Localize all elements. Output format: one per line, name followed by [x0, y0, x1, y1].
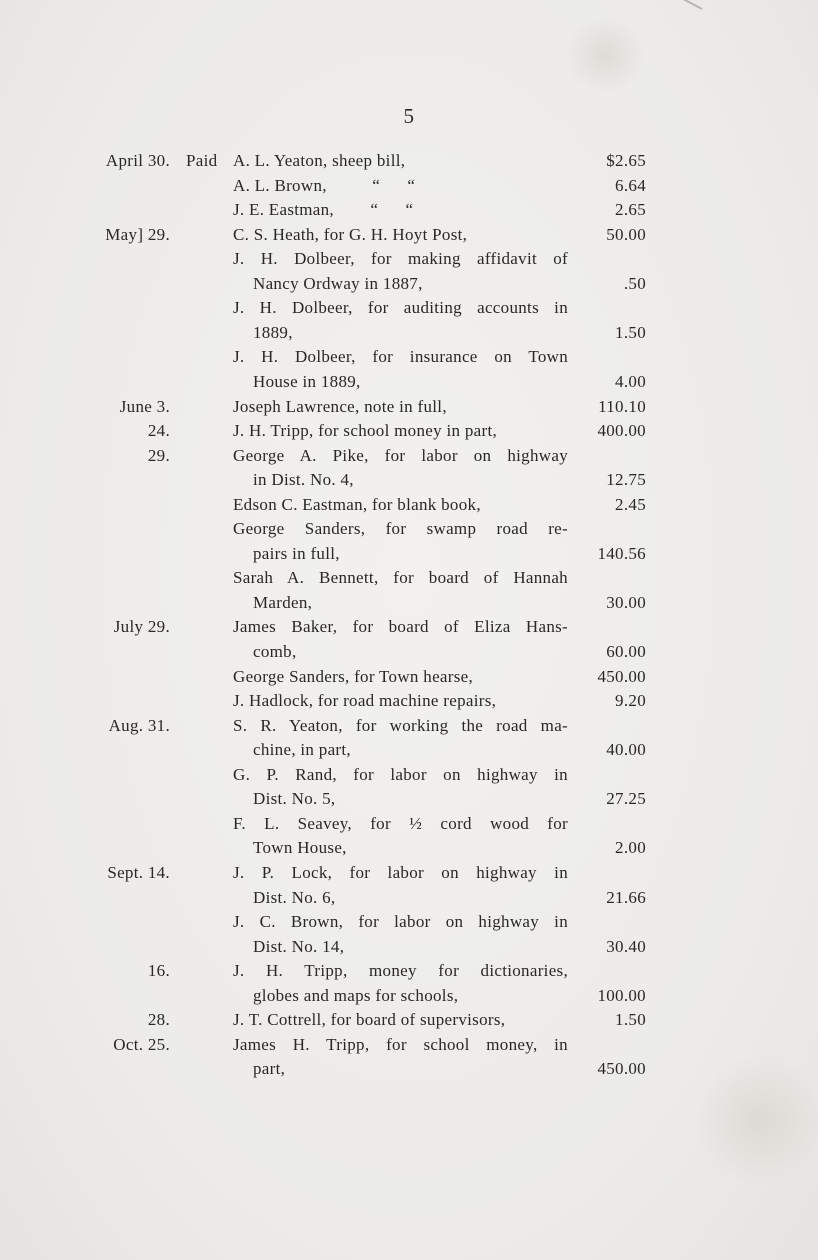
entry-amount: 1.50	[615, 1010, 646, 1029]
entry-description: George Sanders, for swamp road re-	[233, 519, 568, 538]
entry-amount: 30.40	[606, 937, 646, 956]
entry-description: A. L. Brown, “ “	[233, 176, 416, 195]
entry-amount: 400.00	[597, 421, 646, 440]
entry-date: 16.	[147, 961, 170, 980]
entry-description-continued: Marden,	[253, 593, 313, 612]
entry-description: J. T. Cottrell, for board of supervisors,	[233, 1010, 506, 1029]
entry-description: S. R. Yeaton, for working the road ma-	[233, 716, 568, 735]
entry-description: George A. Pike, for labor on highway	[233, 446, 568, 465]
entry-description: J. Hadlock, for road machine repairs,	[233, 691, 497, 710]
entry-description-continued: 1889,	[253, 323, 293, 342]
entry-description-continued: Nancy Ordway in 1887,	[253, 274, 423, 293]
entry-description-continued: House in 1889,	[253, 372, 361, 391]
entry-description: F. L. Seavey, for ½ cord wood for	[233, 814, 568, 833]
entry-description: J. P. Lock, for labor on highway in	[233, 863, 568, 882]
entry-description: J. H. Dolbeer, for auditing accounts in	[233, 298, 568, 317]
entry-description-continued: Dist. No. 5,	[253, 789, 336, 808]
entry-description-continued: comb,	[253, 642, 297, 661]
entry-description: Joseph Lawrence, note in full,	[233, 397, 447, 416]
entry-description: J. H. Tripp, money for dictionaries,	[233, 961, 568, 980]
entry-description: A. L. Yeaton, sheep bill,	[233, 151, 406, 170]
entry-amount: 450.00	[597, 667, 646, 686]
entry-description: Edson C. Eastman, for blank book,	[233, 495, 481, 514]
entry-amount: 2.65	[615, 200, 646, 219]
entry-amount: 27.25	[606, 789, 646, 808]
entry-amount: 30.00	[606, 593, 646, 612]
entry-amount: 2.00	[615, 838, 646, 857]
entry-date: Aug. 31.	[108, 716, 170, 735]
entry-date: June 3.	[119, 397, 170, 416]
entry-date: Oct. 25.	[113, 1035, 170, 1054]
entry-description-continued: Town House,	[253, 838, 347, 857]
entry-description: Sarah A. Bennett, for board of Hannah	[233, 568, 568, 587]
entry-description: J. H. Dolbeer, for making affidavit of	[233, 249, 568, 268]
entry-amount: 4.00	[615, 372, 646, 391]
paid-label: Paid	[186, 151, 218, 170]
entry-date: July 29.	[113, 617, 170, 636]
entry-description-continued: globes and maps for schools,	[253, 986, 459, 1005]
entry-description: J. H. Tripp, for school money in part,	[233, 421, 498, 440]
entry-description: J. C. Brown, for labor on highway in	[233, 912, 568, 931]
entry-description-continued: chine, in part,	[253, 740, 351, 759]
entry-description: J. H. Dolbeer, for insurance on Town	[233, 347, 568, 366]
entry-description-continued: Dist. No. 14,	[253, 937, 345, 956]
entry-date: 29.	[147, 446, 170, 465]
entry-amount: 9.20	[615, 691, 646, 710]
entry-amount: 140.56	[597, 544, 646, 563]
page-number: 5	[403, 104, 415, 128]
entry-date: 24.	[147, 421, 170, 440]
entry-description-continued: Dist. No. 6,	[253, 888, 336, 907]
entry-date: May] 29.	[105, 225, 170, 244]
entry-description: James H. Tripp, for school money, in	[233, 1035, 568, 1054]
entry-amount: 2.45	[615, 495, 646, 514]
entry-description-continued: part,	[253, 1059, 286, 1078]
entry-date: 28.	[147, 1010, 170, 1029]
entry-description-continued: pairs in full,	[253, 544, 340, 563]
entry-amount: 50.00	[606, 225, 646, 244]
entry-description: George Sanders, for Town hearse,	[233, 667, 474, 686]
entry-amount: 450.00	[597, 1059, 646, 1078]
entry-amount: $2.65	[606, 151, 646, 170]
entry-amount: 40.00	[606, 740, 646, 759]
entry-amount: .50	[623, 274, 646, 293]
entry-amount: 110.10	[598, 397, 646, 416]
entry-amount: 1.50	[615, 323, 646, 342]
entry-description: James Baker, for board of Eliza Hans-	[233, 617, 568, 636]
entry-amount: 21.66	[606, 888, 646, 907]
entry-amount: 6.64	[615, 176, 646, 195]
entry-description: G. P. Rand, for labor on highway in	[233, 765, 568, 784]
entry-amount: 100.00	[597, 986, 646, 1005]
entry-amount: 12.75	[606, 470, 646, 489]
entry-date: Sept. 14.	[107, 863, 170, 882]
entry-amount: 60.00	[606, 642, 646, 661]
entry-date: April 30.	[105, 151, 170, 170]
entry-description-continued: in Dist. No. 4,	[253, 470, 354, 489]
entry-description: J. E. Eastman, “ “	[233, 200, 414, 219]
entry-description: C. S. Heath, for G. H. Hoyt Post,	[233, 225, 468, 244]
